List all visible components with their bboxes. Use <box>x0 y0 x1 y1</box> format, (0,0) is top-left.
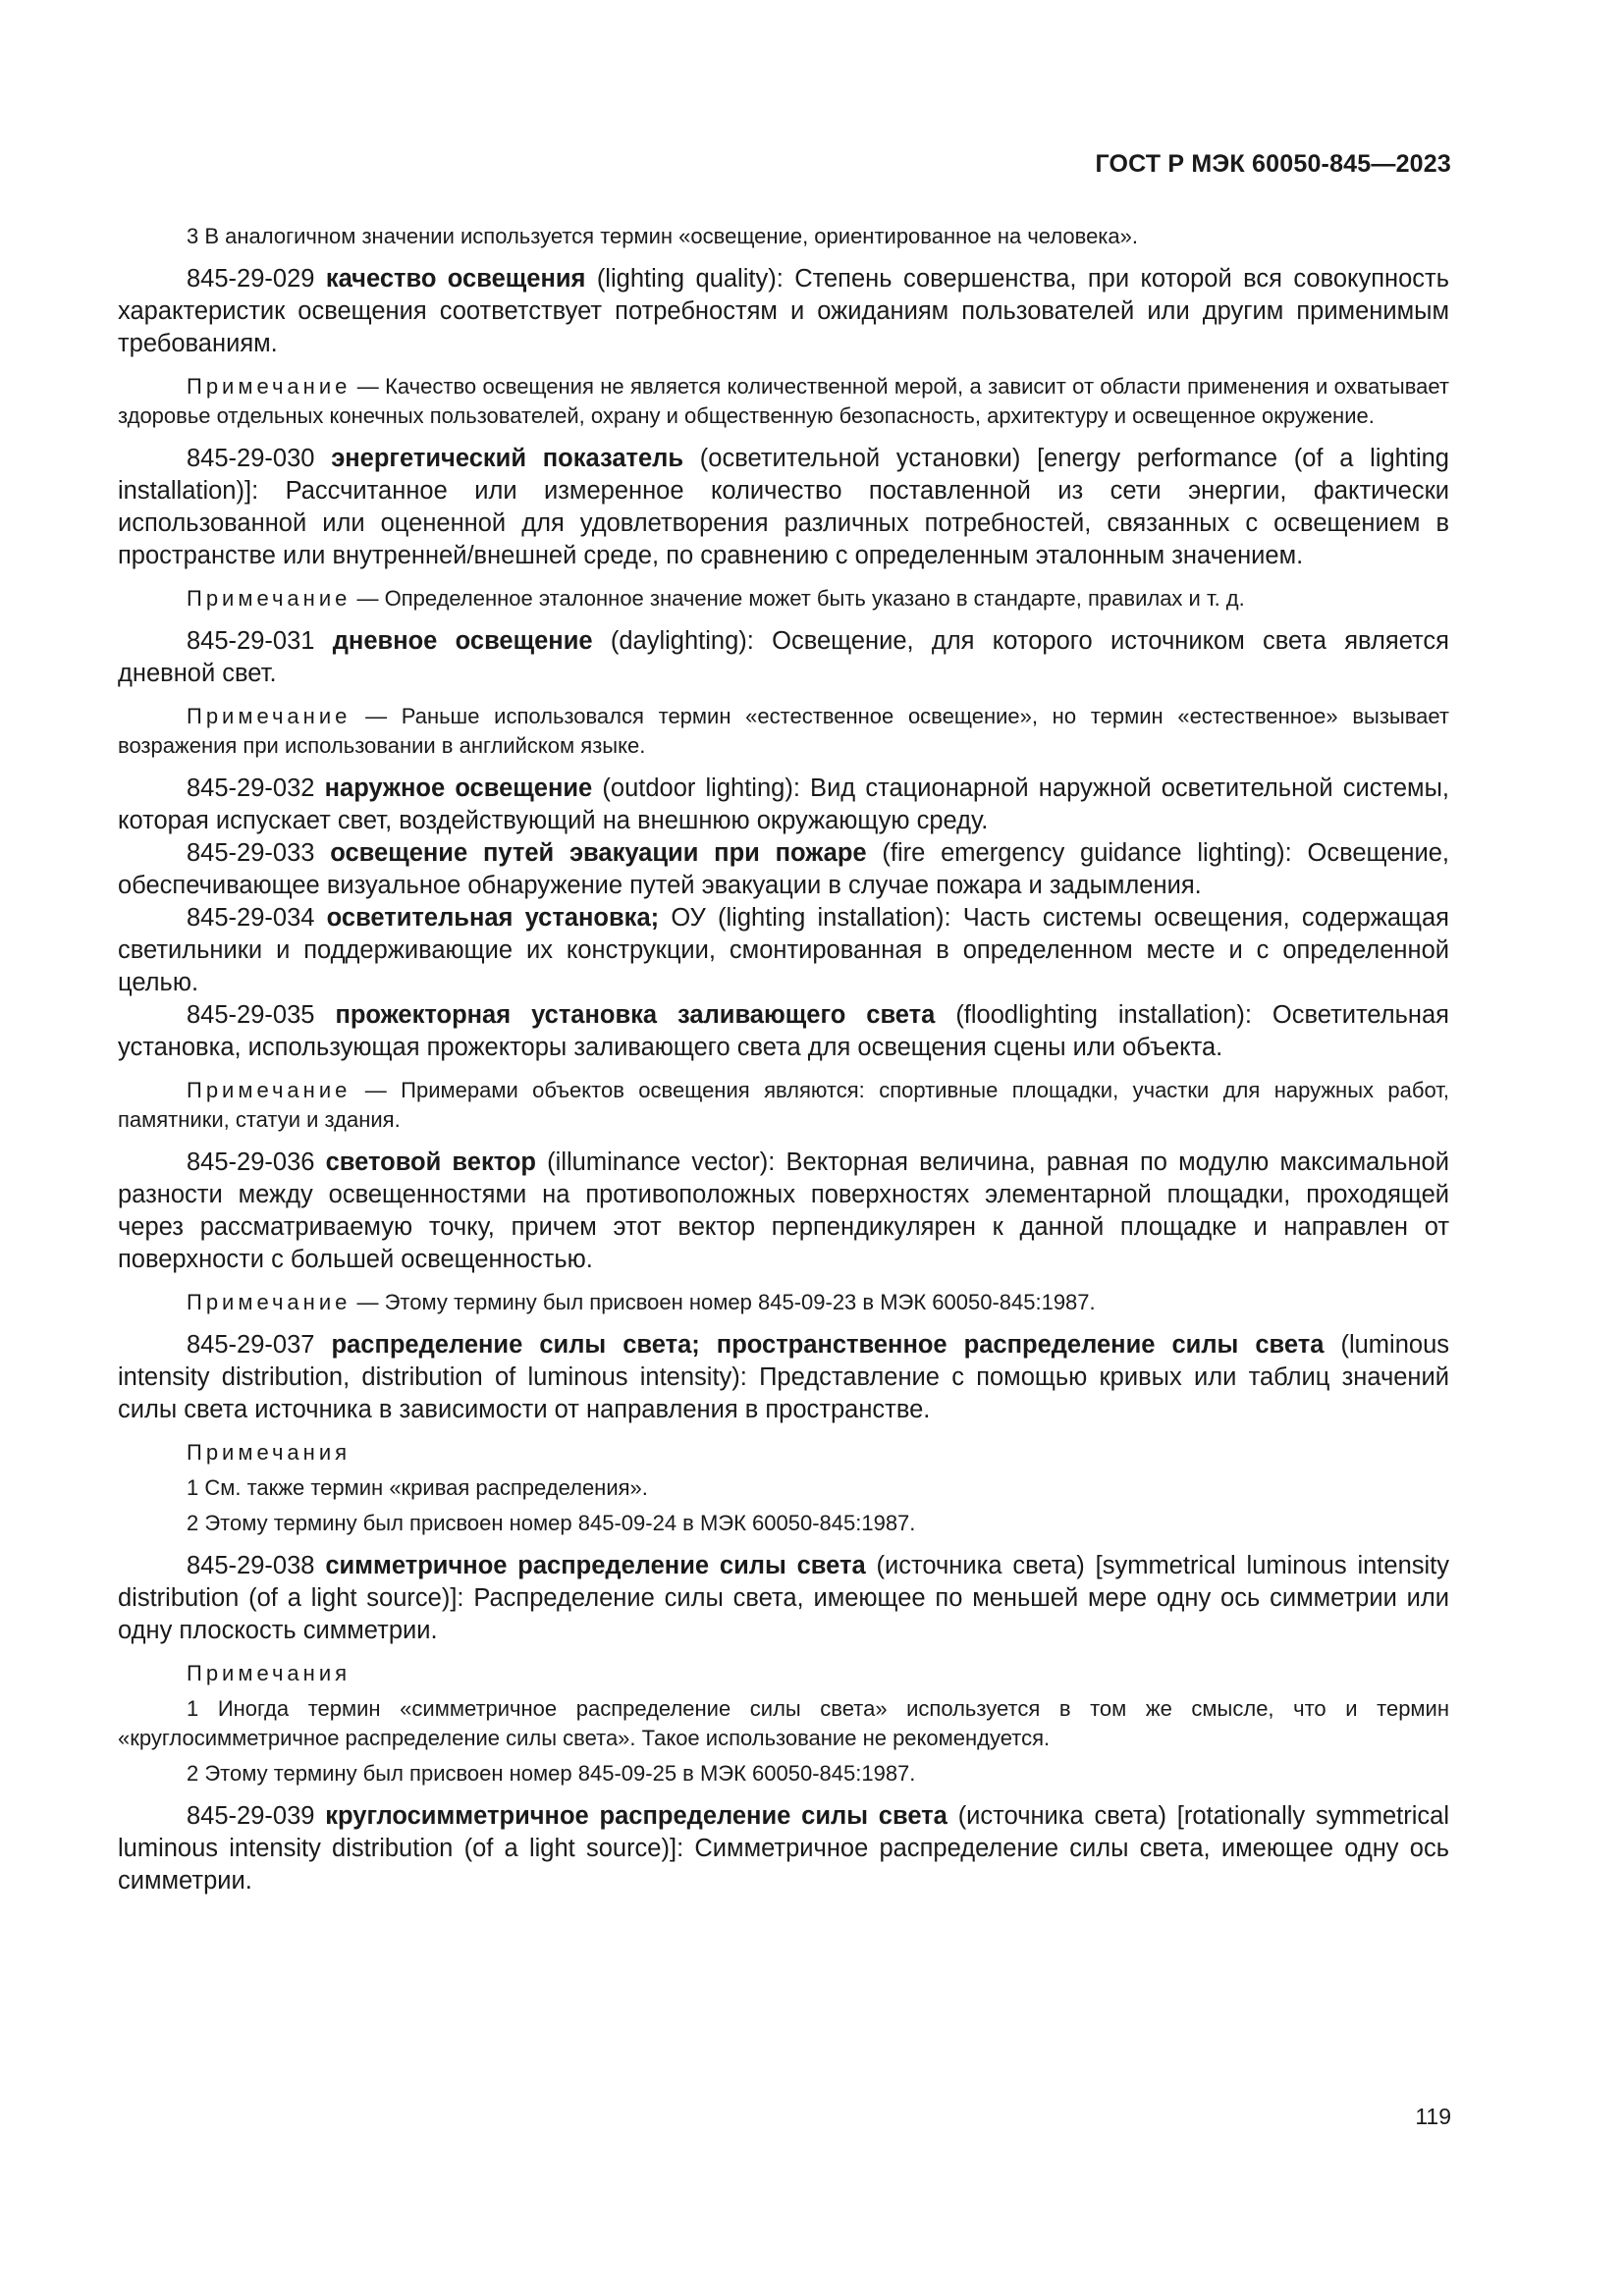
term-entry-037 <box>118 1329 1449 1426</box>
note-text: — Примерами объектов освещения являются: спортивные площадки, участки для наружных работ, памятники, статуи и здания. <box>118 1078 1449 1132</box>
document-body <box>118 222 1449 1897</box>
term-entry-031 <box>118 625 1449 690</box>
term-entry-033 <box>118 837 1449 902</box>
term-name: дневное освещение <box>332 627 593 655</box>
term-number: 845-29-035 <box>187 1001 315 1029</box>
note-text: — Определенное эталонное значение может быть указано в стандарте, правилах и т. д. <box>356 586 1245 611</box>
term-name: прожекторная установка заливающего света <box>335 1001 936 1029</box>
term-note-029 <box>118 372 1449 431</box>
term-number: 845-29-030 <box>187 445 315 472</box>
term-entry-036 <box>118 1147 1449 1276</box>
term-name: световой вектор <box>325 1148 537 1176</box>
term-entry-035 <box>118 999 1449 1064</box>
notes-label: Примечания <box>187 1661 352 1685</box>
term-number: 845-29-036 <box>187 1148 315 1176</box>
note-label: Примечание <box>187 704 352 728</box>
document-header: ГОСТ Р МЭК 60050-845—2023 <box>1095 150 1451 178</box>
term-note-030 <box>118 584 1449 614</box>
term-entry-032 <box>118 773 1449 837</box>
note-text: — Раньше использовался термин «естественное освещение», но термин «естественное» вызывает возражения при использовании в английском языке. <box>118 704 1449 758</box>
term-note-035 <box>118 1076 1449 1135</box>
term-name: распределение силы света; пространственное распределение силы света <box>331 1331 1325 1359</box>
pre-note: 3 В аналогичном значении используется термин «освещение, ориентированное на человека». <box>187 224 1138 248</box>
term-definition: (fire emergency guidance lighting): Освещение, обеспечивающее визуальное обнаружение путей эвакуации в случае пожара и задымления. <box>118 839 1449 899</box>
note-label: Примечание <box>187 374 352 399</box>
term-name: осветительная установка; <box>326 904 660 932</box>
note-label: Примечание <box>187 1290 352 1314</box>
note-label: Примечание <box>187 586 352 611</box>
note-label: Примечание <box>187 1078 352 1102</box>
term-note-038-1: 1 Иногда термин «симметричное распределение силы света» используется в том же смысле, что и термин «круглосимметричное распределение силы света». Такое использование не рекомендуется. <box>118 1696 1449 1750</box>
term-number: 845-29-039 <box>187 1802 315 1830</box>
notes-heading-037 <box>118 1438 1449 1468</box>
term-name: симметричное распределение силы света <box>325 1552 866 1579</box>
term-note-036 <box>118 1288 1449 1317</box>
term-name: освещение путей эвакуации при пожаре <box>330 839 867 867</box>
term-number: 845-29-034 <box>187 904 315 932</box>
term-definition: (источника света) [symmetrical luminous intensity distribution (of a light source)]: Распределение силы света, имеющее по меньшей мере одну ось симметрии или одну плоскость симметрии. <box>118 1552 1449 1644</box>
term-note-037-2: 2 Этому термину был присвоен номер 845-09-24 в МЭК 60050-845:1987. <box>187 1511 916 1535</box>
notes-heading-038 <box>118 1659 1449 1688</box>
term-number: 845-29-038 <box>187 1552 315 1579</box>
term-entry-039 <box>118 1800 1449 1897</box>
notes-label: Примечания <box>187 1440 352 1465</box>
term-entry-029 <box>118 263 1449 360</box>
term-definition: (floodlighting installation): Осветительная установка, использующая прожекторы заливающего света для освещения сцены или объекта. <box>118 1001 1449 1061</box>
page-number: 119 <box>1415 2104 1451 2129</box>
term-note-031 <box>118 702 1449 761</box>
term-number: 845-29-037 <box>187 1331 315 1359</box>
term-definition: (осветительной установки) [energy performance (of a lighting installation)]: Рассчитанное или измеренное количество поставленной из сети энергии, фактически использованной или оцененной для удовлетворения различных потребностей, связанных с освещением в пространстве или внутренней/внешней среде, по сравнению с определенным эталонным значением. <box>118 445 1449 569</box>
term-entry-038 <box>118 1550 1449 1647</box>
term-definition: (daylighting): Освещение, для которого источником света является дневной свет. <box>118 627 1449 687</box>
term-number: 845-29-031 <box>187 627 315 655</box>
term-number: 845-29-033 <box>187 839 315 867</box>
term-definition: (outdoor lighting): Вид стационарной наружной осветительной системы, которая испускает свет, воздействующий на внешнюю окружающую среду. <box>118 774 1449 834</box>
term-number: 845-29-029 <box>187 265 315 293</box>
term-definition: (lighting quality): Степень совершенства, при которой вся совокупность характеристик освещения соответствует потребностям и ожиданиям пользователей или другим применимым требованиям. <box>118 265 1449 357</box>
term-name: качество освещения <box>325 265 586 293</box>
term-definition: (luminous intensity distribution, distribution of luminous intensity): Представление с помощью кривых или таблиц значений силы света источника в зависимости от направления в пространстве. <box>118 1331 1449 1423</box>
term-definition: (источника света) [rotationally symmetrical luminous intensity distribution (of a light source)]: Симметричное распределение силы света, имеющее одну ось симметрии. <box>118 1802 1450 1895</box>
term-name: наружное освещение <box>324 774 593 802</box>
term-entry-030 <box>118 443 1449 572</box>
term-definition: ОУ (lighting installation): Часть системы освещения, содержащая светильники и поддерживающие их конструкции, смонтированная в определенном месте и с определенной целью. <box>118 904 1449 996</box>
term-number: 845-29-032 <box>187 774 315 802</box>
term-note-038-2: 2 Этому термину был присвоен номер 845-09-25 в МЭК 60050-845:1987. <box>187 1761 916 1786</box>
note-text: — Качество освещения не является количественной мерой, а зависит от области применения и охватывает здоровье отдельных конечных пользователей, охрану и общественную безопасность, архитектуру и освещенное окружение. <box>118 374 1449 428</box>
term-entry-034 <box>118 902 1449 999</box>
term-definition: (illuminance vector): Векторная величина, равная по модулю максимальной разности между освещенностями на противоположных поверхностях элементарной площадки, проходящей через рассматриваемую точку, причем этот вектор перпендикулярен к данной площадке и направлен от поверхности с большей освещенностью. <box>118 1148 1449 1273</box>
term-name: энергетический показатель <box>331 445 684 472</box>
term-note-037-1: 1 См. также термин «кривая распределения». <box>187 1475 648 1500</box>
note-text: — Этому термину был присвоен номер 845-09-23 в МЭК 60050-845:1987. <box>356 1290 1096 1314</box>
term-name: круглосимметричное распределение силы света <box>325 1802 947 1830</box>
